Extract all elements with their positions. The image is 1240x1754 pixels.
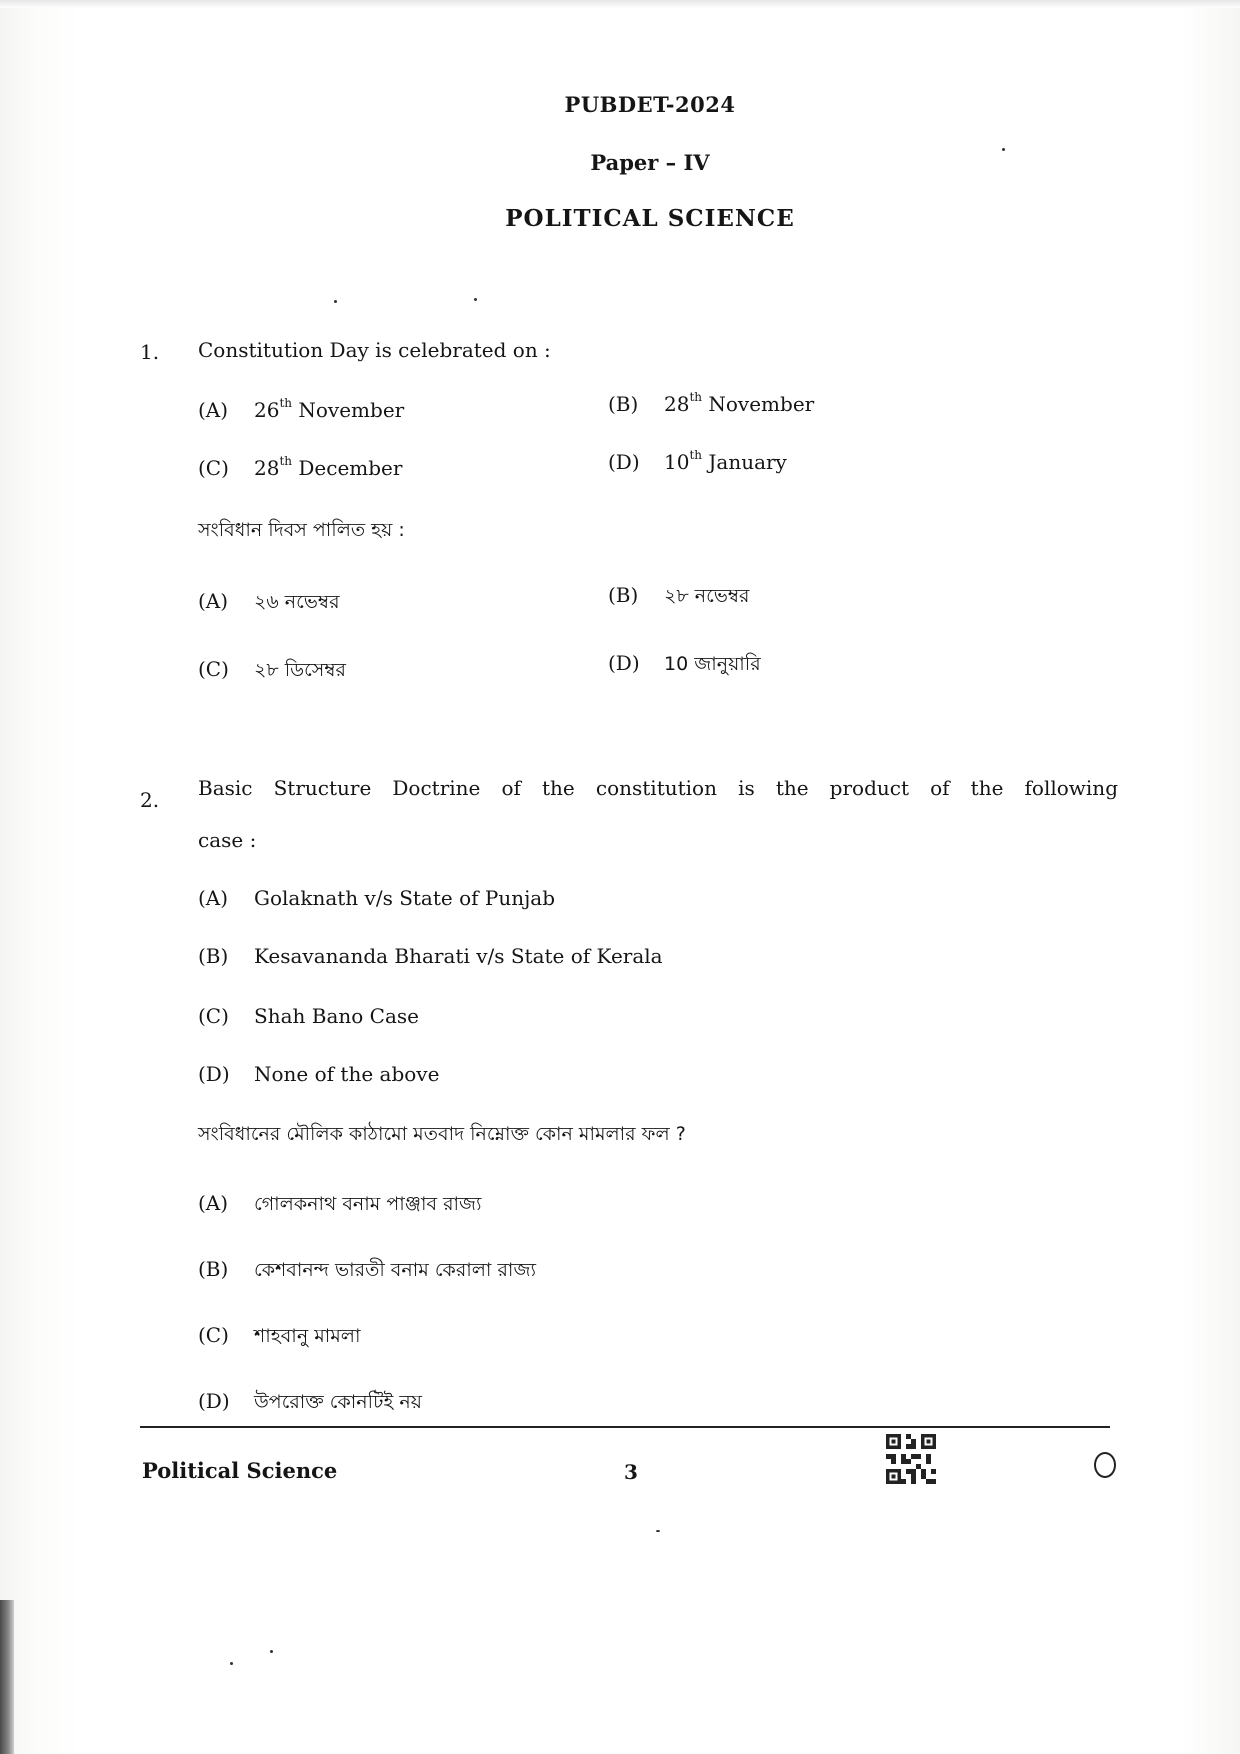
- option-text: Shah Bano Case: [254, 1004, 419, 1028]
- option-c: [198, 1004, 419, 1028]
- circle-mark-icon: [1094, 1452, 1116, 1478]
- option-label: (A): [198, 589, 229, 613]
- option-text: Golaknath v/s State of Punjab: [254, 886, 556, 910]
- option-d-bengali: [608, 650, 761, 682]
- option-day: 10: [664, 450, 690, 474]
- option-c-bengali: [198, 656, 346, 688]
- option-b-bengali: [198, 1256, 536, 1288]
- option-a-bengali: [198, 1190, 482, 1222]
- page-number: 3: [624, 1460, 638, 1484]
- option-month: November: [292, 398, 405, 422]
- option-label: (D): [608, 651, 640, 675]
- option-month: November: [702, 392, 815, 416]
- option-d-bengali: [198, 1388, 422, 1420]
- footer-rule: [140, 1426, 1110, 1428]
- option-day: 28: [664, 392, 690, 416]
- option-day: 26: [254, 398, 280, 422]
- option-label: (A): [198, 886, 229, 910]
- scan-shadow-top: [0, 0, 1240, 8]
- scan-speck: [270, 1650, 273, 1653]
- option-a-bengali: [198, 588, 340, 620]
- option-label: (D): [198, 1062, 230, 1086]
- option-label: (B): [608, 392, 639, 416]
- option-text: কেশবানন্দ ভারতী বনাম কেরালা রাজ্য: [254, 1259, 536, 1281]
- option-text: ২৮ ডিসেম্বর: [254, 659, 346, 681]
- question-text-english: Basic Structure Doctrine of the constitution is the product of the following: [198, 776, 1118, 800]
- question-number: 2.: [140, 788, 160, 812]
- question-text-bengali: সংবিধান দিবস পালিত হয় :: [198, 519, 405, 541]
- option-d: [608, 450, 787, 474]
- scan-speck: [334, 300, 337, 303]
- option-a: [198, 886, 555, 910]
- question-number: 1.: [140, 340, 160, 364]
- paper-number: Paper – IV: [590, 150, 710, 175]
- qr-code-icon: [886, 1434, 936, 1484]
- option-a: [198, 398, 404, 422]
- option-b: [198, 944, 663, 968]
- option-text: 10 জানুয়ারি: [664, 653, 761, 675]
- exam-code: PUBDET-2024: [564, 92, 736, 117]
- scan-speck: [1002, 148, 1005, 151]
- option-b: [608, 392, 814, 416]
- ordinal-suffix: th: [689, 390, 703, 404]
- option-day: 28: [254, 456, 280, 480]
- option-text: উপরোক্ত কোনটিই নয়: [254, 1391, 422, 1413]
- ordinal-suffix: th: [279, 396, 293, 410]
- scan-speck: [656, 1530, 660, 1532]
- question-text-english-continued: case :: [198, 828, 257, 852]
- option-label: (B): [198, 1257, 229, 1281]
- option-label: (B): [198, 944, 229, 968]
- option-c: [198, 456, 402, 480]
- option-label: (A): [198, 398, 229, 422]
- option-label: (C): [198, 657, 229, 681]
- option-label: (C): [198, 1323, 229, 1347]
- subject-title: POLITICAL SCIENCE: [505, 205, 795, 232]
- option-label: (B): [608, 583, 639, 607]
- option-text: শাহবানু মামলা: [254, 1325, 361, 1347]
- option-month: January: [702, 450, 787, 474]
- question-text-bengali: সংবিধানের মৌলিক কাঠামো মতবাদ নিম্নোক্ত কোন মামলার ফল ?: [198, 1123, 686, 1145]
- ordinal-suffix: th: [689, 448, 703, 462]
- option-b-bengali: [608, 582, 750, 614]
- scan-speck: [230, 1662, 233, 1665]
- option-label: (A): [198, 1191, 229, 1215]
- scan-speck: [474, 298, 477, 301]
- option-label: (C): [198, 1004, 229, 1028]
- ordinal-suffix: th: [279, 454, 293, 468]
- footer-subject: Political Science: [142, 1458, 338, 1483]
- option-d: [198, 1062, 439, 1086]
- option-text: Kesavananda Bharati v/s State of Kerala: [254, 944, 663, 968]
- option-label: (D): [608, 450, 640, 474]
- option-text: None of the above: [254, 1062, 440, 1086]
- scan-shadow-left: [0, 1600, 14, 1754]
- option-text: ২৬ নভেম্বর: [254, 591, 340, 613]
- option-text: ২৮ নভেম্বর: [664, 585, 750, 607]
- option-label: (D): [198, 1389, 230, 1413]
- question-text-english: Constitution Day is celebrated on :: [198, 338, 551, 362]
- option-text: গোলকনাথ বনাম পাঞ্জাব রাজ্য: [254, 1193, 482, 1215]
- option-month: December: [292, 456, 403, 480]
- option-label: (C): [198, 456, 229, 480]
- option-c-bengali: [198, 1322, 360, 1354]
